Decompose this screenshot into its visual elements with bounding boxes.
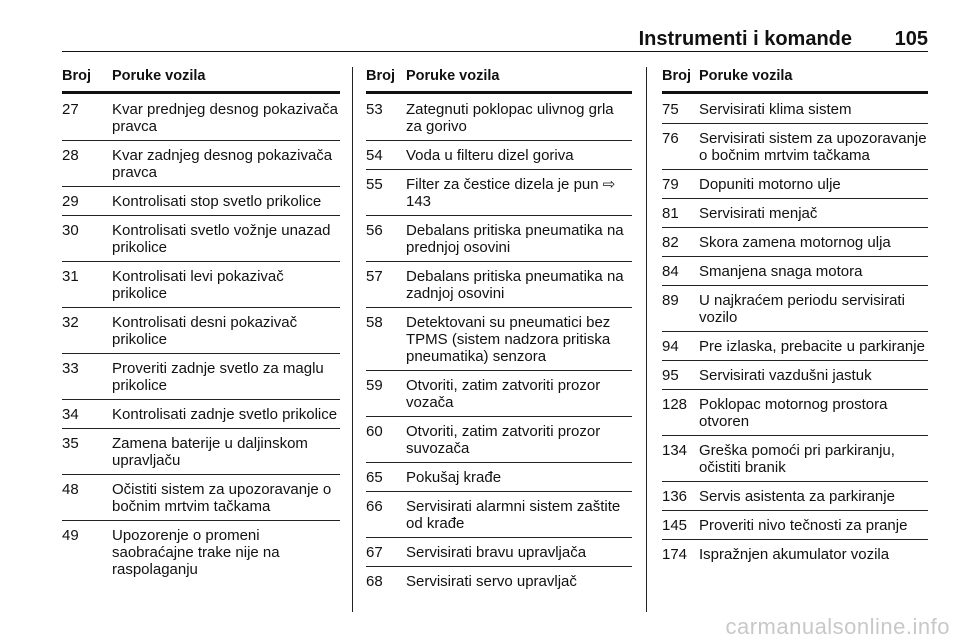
watermark: carmanualsonline.info <box>725 614 950 639</box>
message-text: Servis asistenta za parkiranje <box>699 488 895 505</box>
page-number: 105 <box>894 28 928 50</box>
message-text: Servisirati alarmni sistem zaštite od krađe <box>406 498 621 532</box>
table-body <box>366 95 632 595</box>
message-number: 35 <box>62 435 79 452</box>
message-number: 66 <box>366 498 383 515</box>
table-row <box>366 567 632 595</box>
column-divider <box>352 67 353 612</box>
table-row <box>366 538 632 567</box>
table-row <box>366 371 632 417</box>
message-number: 49 <box>62 527 79 544</box>
header-rule <box>62 51 928 52</box>
table-row <box>366 492 632 538</box>
message-number: 28 <box>62 147 79 164</box>
message-number: 48 <box>62 481 79 498</box>
message-number: 29 <box>62 193 79 210</box>
table-row <box>62 262 340 308</box>
table-body <box>62 95 340 583</box>
table-row <box>366 417 632 463</box>
message-number: 67 <box>366 544 383 561</box>
message-number: 32 <box>62 314 79 331</box>
message-number: 58 <box>366 314 383 331</box>
message-number: 57 <box>366 268 383 285</box>
table-row <box>366 463 632 492</box>
message-text: Servisirati bravu upravljača <box>406 544 587 561</box>
table-header <box>62 67 340 94</box>
message-number: 136 <box>662 488 688 505</box>
table-row <box>62 354 340 400</box>
table-row <box>62 95 340 141</box>
table-row <box>366 170 632 216</box>
table-header <box>662 67 928 94</box>
table-row <box>662 482 928 511</box>
table-row <box>62 400 340 429</box>
table-row <box>662 361 928 390</box>
message-text: Debalans pritiska pneumatika na zadnjoj osovini <box>406 268 624 302</box>
message-text: Servisirati servo upravljač <box>406 573 577 590</box>
message-text: Greška pomoći pri parkiranju, očistiti branik <box>699 442 895 476</box>
message-text: Detektovani su pneumatici bez TPMS (sistem nadzora pritiska pneumatika) senzora <box>406 314 611 365</box>
header-poruke-vozila: Poruke vozila <box>406 68 500 84</box>
message-text: Upozorenje o promeni saobraćajne trake nije na raspolaganju <box>112 527 280 578</box>
message-text: Kvar zadnjeg desnog pokazivača pravca <box>112 147 333 181</box>
section-title: Instrumenti i komande <box>638 28 852 50</box>
message-number: 81 <box>662 205 679 222</box>
message-text: Otvoriti, zatim zatvoriti prozor suvozača <box>406 423 601 457</box>
message-number: 56 <box>366 222 383 239</box>
message-text: Voda u filteru dizel goriva <box>406 147 574 164</box>
message-text: Filter za čestice dizela je pun ⇨ 143 <box>406 176 616 210</box>
table-row <box>62 216 340 262</box>
table-row <box>366 216 632 262</box>
table-row <box>662 95 928 124</box>
page-header <box>62 28 928 50</box>
table-row <box>662 511 928 540</box>
message-text: Skora zamena motornog ulja <box>699 234 891 251</box>
table-row <box>366 308 632 371</box>
message-number: 59 <box>366 377 383 394</box>
message-number: 79 <box>662 176 679 193</box>
message-text: Servisirati menjač <box>699 205 818 222</box>
table-row <box>62 429 340 475</box>
message-number: 65 <box>366 469 383 486</box>
table-row <box>662 332 928 361</box>
message-text: Otvoriti, zatim zatvoriti prozor vozača <box>406 377 601 411</box>
message-text: Smanjena snaga motora <box>699 263 863 280</box>
column-divider <box>646 67 647 612</box>
message-text: Servisirati klima sistem <box>699 101 852 118</box>
message-number: 95 <box>662 367 679 384</box>
table-row <box>62 475 340 521</box>
message-text: Kontrolisati zadnje svetlo prikolice <box>112 406 338 423</box>
message-number: 68 <box>366 573 383 590</box>
message-text: Ispražnjen akumulator vozila <box>699 546 890 563</box>
message-text: Poklopac motornog prostora otvoren <box>699 396 888 430</box>
message-number: 75 <box>662 101 679 118</box>
message-number: 27 <box>62 101 79 118</box>
table-row <box>366 262 632 308</box>
message-text: Kontrolisati stop svetlo prikolice <box>112 193 322 210</box>
table-row <box>366 141 632 170</box>
message-number: 53 <box>366 101 383 118</box>
message-text: Proveriti nivo tečnosti za pranje <box>699 517 908 534</box>
message-text: Zategnuti poklopac ulivnog grla za gorivo <box>406 101 614 135</box>
table-row <box>662 170 928 199</box>
table-row <box>662 540 928 568</box>
header-broj: Broj <box>662 68 691 84</box>
table-row <box>366 95 632 141</box>
table-body <box>662 95 928 568</box>
message-text: Kontrolisati svetlo vožnje unazad prikolice <box>112 222 331 256</box>
message-number: 34 <box>62 406 79 423</box>
message-number: 128 <box>662 396 688 413</box>
header-broj: Broj <box>366 68 395 84</box>
header-broj: Broj <box>62 68 91 84</box>
message-number: 60 <box>366 423 383 440</box>
message-number: 94 <box>662 338 679 355</box>
message-text: Dopuniti motorno ulje <box>699 176 841 193</box>
table-row <box>62 521 340 583</box>
message-number: 174 <box>662 546 688 563</box>
table-row <box>62 187 340 216</box>
message-text: Kontrolisati levi pokazivač prikolice <box>112 268 284 302</box>
message-text: Kontrolisati desni pokazivač prikolice <box>112 314 298 348</box>
message-number: 89 <box>662 292 679 309</box>
message-number: 31 <box>62 268 79 285</box>
table-row <box>62 141 340 187</box>
message-number: 54 <box>366 147 383 164</box>
message-number: 134 <box>662 442 688 459</box>
message-text: Debalans pritiska pneumatika na prednjoj osovini <box>406 222 624 256</box>
message-text: Kvar prednjeg desnog pokazivača pravca <box>112 101 338 135</box>
table-header <box>366 67 632 94</box>
header-poruke-vozila: Poruke vozila <box>112 68 206 84</box>
message-number: 55 <box>366 176 383 193</box>
table-row <box>662 257 928 286</box>
message-text: Očistiti sistem za upozoravanje o bočnim mrtvim tačkama <box>112 481 332 515</box>
table-row <box>662 124 928 170</box>
message-text: Zamena baterije u daljinskom upravljaču <box>112 435 308 469</box>
message-number: 82 <box>662 234 679 251</box>
message-text: Servisirati vazdušni jastuk <box>699 367 872 384</box>
header-poruke-vozila: Poruke vozila <box>699 68 793 84</box>
message-text: U najkraćem periodu servisirati vozilo <box>699 292 905 326</box>
message-text: Pokušaj krađe <box>406 469 502 486</box>
message-text: Proveriti zadnje svetlo za maglu prikolice <box>112 360 324 394</box>
table-row <box>662 286 928 332</box>
message-text: Servisirati sistem za upozoravanje o bočnim mrtvim tačkama <box>699 130 927 164</box>
message-number: 84 <box>662 263 679 280</box>
table-row <box>62 308 340 354</box>
message-number: 145 <box>662 517 688 534</box>
table-row <box>662 436 928 482</box>
message-number: 33 <box>62 360 79 377</box>
message-text: Pre izlaska, prebacite u parkiranje <box>699 338 925 355</box>
message-number: 76 <box>662 130 679 147</box>
message-number: 30 <box>62 222 79 239</box>
table-row <box>662 199 928 228</box>
table-row <box>662 228 928 257</box>
table-row <box>662 390 928 436</box>
